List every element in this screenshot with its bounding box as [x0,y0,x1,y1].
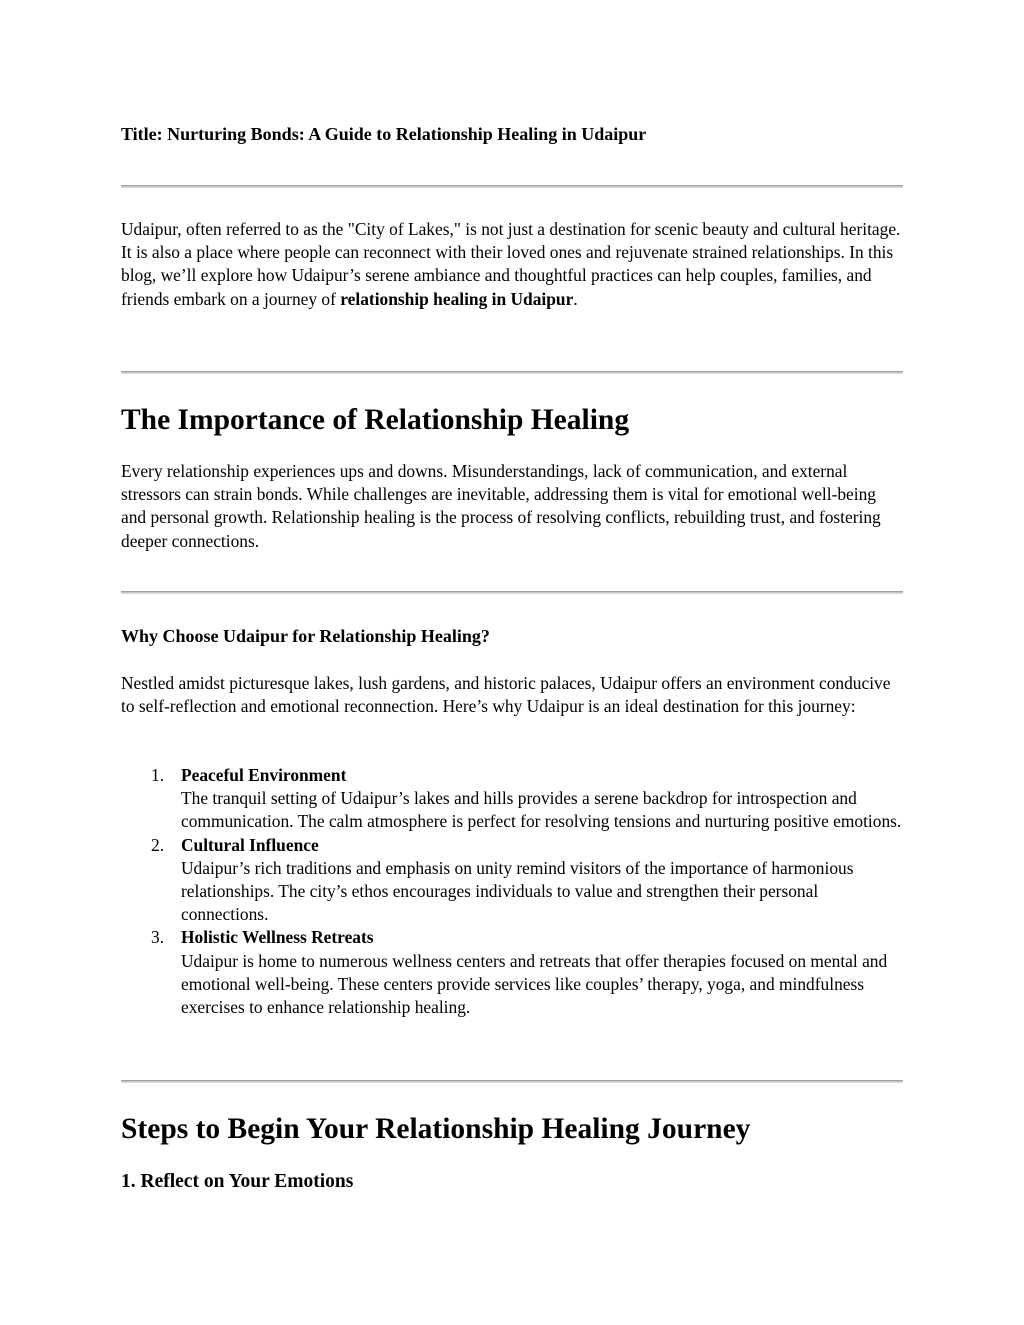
horizontal-rule [121,591,903,594]
intro-end: . [573,288,578,309]
list-item [121,834,905,927]
horizontal-rule [121,371,903,374]
list-item [121,764,905,834]
horizontal-rule [121,1080,903,1083]
list-item-body: Udaipur is home to numerous wellness centers and retreats that offer therapies focused on mental and emotional well-being. These centers provide services like couples’ therapy, yoga, and mindfulness exercises to enhance relationship healing. [181,950,888,1018]
step-one-heading: 1. Reflect on Your Emotions [121,1171,354,1192]
document-title: Title: Nurturing Bonds: A Guide to Relationship Healing in Udaipur [121,124,647,144]
intro-paragraph [121,218,905,311]
list-item-body: The tranquil setting of Udaipur’s lakes and hills provides a serene backdrop for introspection and communication. The calm atmosphere is perfect for resolving tensions and nurturing positive emotions. [181,788,902,832]
list-item-number: 1. [151,765,165,785]
list-item-title: Holistic Wellness Retreats [181,927,374,948]
importance-paragraph: Every relationship experiences ups and downs. Misunderstandings, lack of communication, and external stressors can strain bonds. While challenges are inevitable, addressing them is vital for emotional well-being and personal growth. Relationship healing is the process of resolving conflicts, rebuilding trust, and fostering deeper connections. [121,461,881,551]
list-item [121,926,905,1019]
list-item-title: Cultural Influence [181,834,319,855]
reasons-list [121,764,905,1019]
list-item-number: 2. [151,834,165,855]
why-heading: Why Choose Udaipur for Relationship Healing? [121,626,490,646]
horizontal-rule [121,185,903,188]
intro-bold-keyword: relationship healing in Udaipur [340,288,574,309]
why-paragraph: Nestled amidst picturesque lakes, lush gardens, and historic palaces, Udaipur offers an environment conducive to self-reflection and emotional reconnection. Here’s why Udaipur is an ideal destination for this journey: [121,673,891,717]
importance-heading: The Importance of Relationship Healing [121,404,630,436]
list-item-title: Peaceful Environment [181,765,347,785]
steps-heading: Steps to Begin Your Relationship Healing Journey [121,1113,751,1145]
intro-text: Udaipur, often referred to as the "City of Lakes," is not just a destination for scenic beauty and cultural heritage. It is also a place where people can reconnect with their loved ones and rejuvenate strained relationships. In this blog, we’ll explore how Udaipur’s serene ambiance and thoughtful practices can help couples, families, and friends embark on a journey of [121,219,901,309]
list-item-number: 3. [151,927,165,948]
list-item-body: Udaipur’s rich traditions and emphasis on unity remind visitors of the importance of harmonious relationships. The city’s ethos encourages individuals to value and strengthen their personal connections. [181,857,854,925]
